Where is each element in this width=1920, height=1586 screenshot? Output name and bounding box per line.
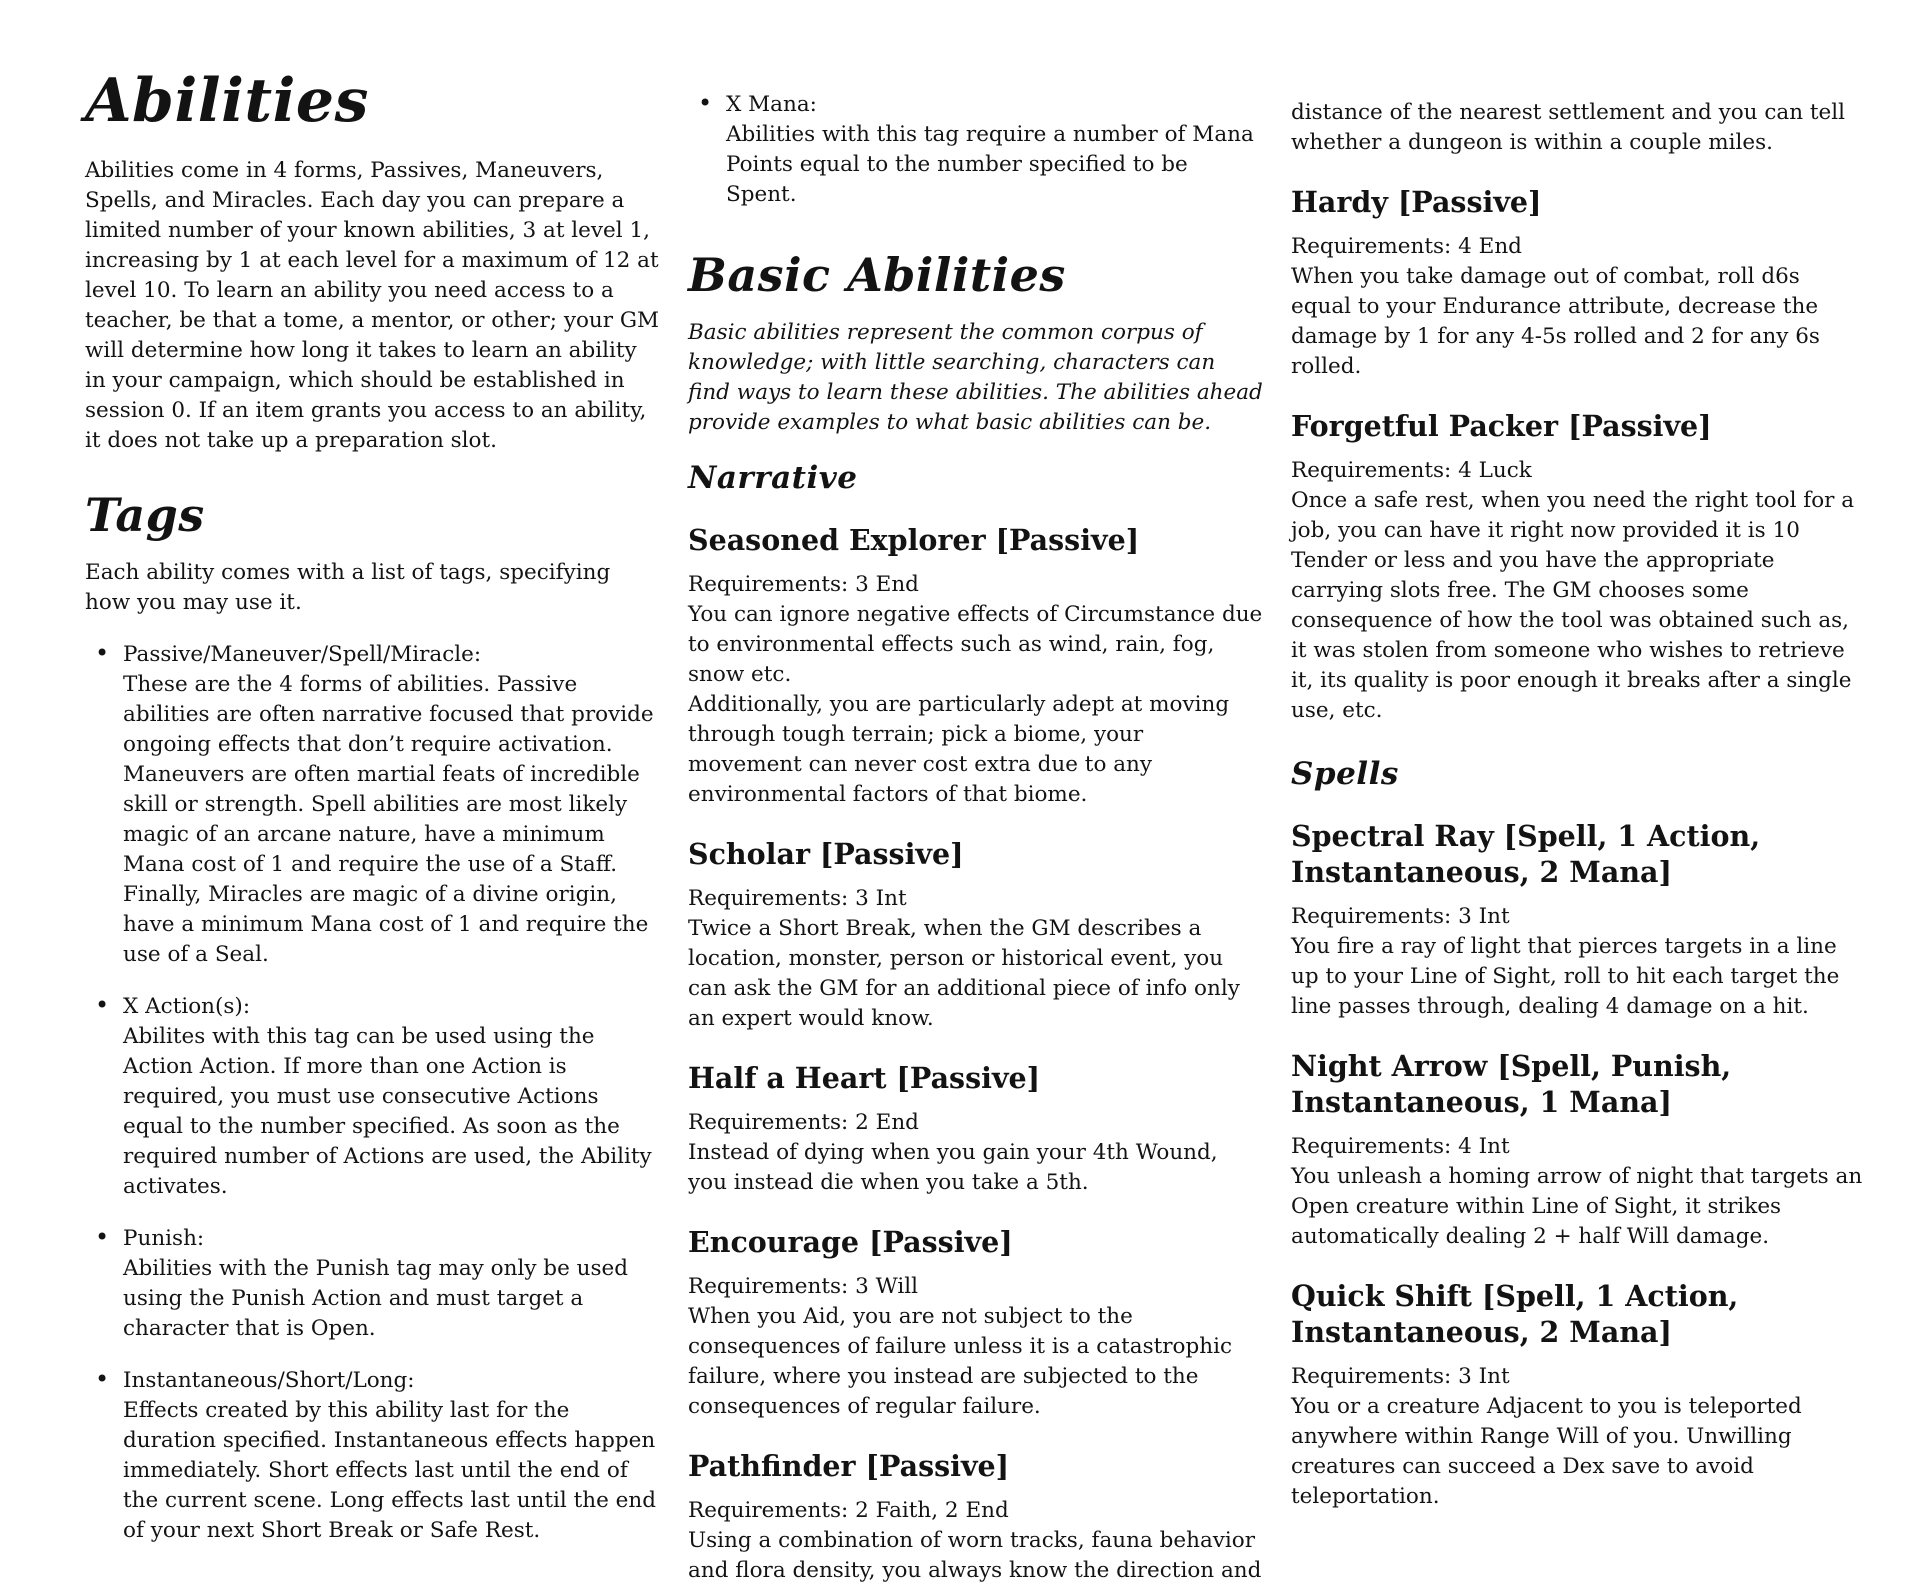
tag-item-x-mana [688, 90, 1263, 210]
basic-abilities-heading: Basic Abilities [688, 248, 1066, 302]
tag-term: Passive/Maneuver/Spell/Miracle: [123, 642, 482, 667]
tag-description: Abilities with the Punish tag may only be used using the Punish Action and must target a character that is Open. [123, 1256, 628, 1341]
ability-requirements: Requirements: 2 Faith, 2 End [688, 1498, 1009, 1523]
ability-name: Half a Heart [Passive] [688, 1061, 1041, 1095]
tag-term: X Action(s): [123, 994, 251, 1019]
spells-group-heading: Spells [1291, 756, 1399, 792]
tags-section-heading: Tags [85, 488, 205, 542]
ability-seasoned-explorer [688, 522, 1263, 810]
ability-name: Forgetful Packer [Passive] [1291, 409, 1712, 443]
ability-name: Encourage [Passive] [688, 1225, 1013, 1259]
ability-requirements: Requirements: 3 End [688, 572, 919, 597]
ability-name: Scholar [Passive] [688, 837, 964, 871]
tag-item-forms [85, 640, 660, 970]
ability-text: Additionally, you are particularly adept at moving through tough terrain; pick a biome, your movement can never cost extra due to any environmental factors of that biome. [688, 692, 1230, 807]
ability-encourage [688, 1224, 1263, 1422]
tag-item-x-actions [85, 992, 660, 1202]
bullet-icon: • [95, 1365, 110, 1393]
ability-text: You unleash a homing arrow of night that targets an Open creature within Line of Sight, it strikes automatically dealing 2 + half Will damage. [1291, 1164, 1863, 1249]
page-title: Abilities [85, 66, 369, 136]
column-left [85, 56, 660, 1586]
ability-name: Hardy [Passive] [1291, 185, 1542, 219]
ability-requirements: Requirements: 3 Int [688, 886, 907, 911]
ability-text: You can ignore negative effects of Circumstance due to environmental effects such as wind, rain, fog, snow etc. [688, 602, 1263, 687]
ability-pathfinder [688, 1448, 1263, 1586]
ability-half-a-heart [688, 1060, 1263, 1198]
ability-night-arrow [1291, 1048, 1866, 1252]
ability-text: Twice a Short Break, when the GM describes a location, monster, person or historical event, you can ask the GM for an additional piece of info only an expert would know. [688, 916, 1240, 1031]
bullet-icon: • [95, 639, 110, 667]
ability-text: Using a combination of worn tracks, fauna behavior and flora density, you always know the direction and [688, 1528, 1262, 1583]
pathfinder-continuation-paragraph: distance of the nearest settlement and you can tell whether a dungeon is within a couple miles. [1291, 100, 1846, 155]
ability-requirements: Requirements: 3 Will [688, 1274, 918, 1299]
column-middle [688, 56, 1263, 1586]
narrative-group-heading: Narrative [688, 460, 858, 496]
ability-text: When you Aid, you are not subject to the consequences of failure unless it is a catastrophic failure, where you instead are subjected to the consequences of regular failure. [688, 1304, 1233, 1419]
ability-name: Spectral Ray [Spell, 1 Action, Instantaneous, 2 Mana] [1291, 819, 1761, 889]
bullet-icon: • [95, 991, 110, 1019]
ability-requirements: Requirements: 3 Int [1291, 1364, 1510, 1389]
tag-description: Effects created by this ability last for the duration specified. Instantaneous effects happen immediately. Short effects last until the end of the current scene. Long effects last until the end of your next Short Break or Safe Rest. [123, 1398, 657, 1543]
ability-requirements: Requirements: 4 Luck [1291, 458, 1532, 483]
tag-item-duration [85, 1366, 660, 1546]
tag-description: These are the 4 forms of abilities. Passive abilities are often narrative focused that provide ongoing effects that don’t require activation. Maneuvers are often martial feats of incredible skill or strength. Spell abilities are most likely magic of an arcane nature, have a minimum Mana cost of 1 and require the use of a Staff. Finally, Miracles are magic of a divine origin, have a minimum Mana cost of 1 and require the use of a Seal. [123, 672, 654, 967]
ability-scholar [688, 836, 1263, 1034]
ability-forgetful-packer [1291, 408, 1866, 726]
tag-description: Abilites with this tag can be used using the Action Action. If more than one Action is required, you must use consecutive Actions equal to the number specified. As soon as the required number of Actions are used, the Ability activates. [123, 1024, 652, 1199]
tag-term: X Mana: [726, 92, 817, 117]
tag-term: Punish: [123, 1226, 205, 1251]
ability-spectral-ray [1291, 818, 1866, 1022]
ability-requirements: Requirements: 4 End [1291, 234, 1522, 259]
ability-name: Quick Shift [Spell, 1 Action, Instantaneous, 2 Mana] [1291, 1279, 1739, 1349]
ability-text: You fire a ray of light that pierces targets in a line up to your Line of Sight, roll to hit each target the line passes through, dealing 4 damage on a hit. [1291, 934, 1840, 1019]
ability-requirements: Requirements: 4 Int [1291, 1134, 1510, 1159]
ability-text: You or a creature Adjacent to you is teleported anywhere within Range Will of you. Unwilling creatures can succeed a Dex save to avoid teleportation. [1291, 1394, 1802, 1509]
bullet-icon: • [698, 89, 713, 117]
tags-intro-paragraph: Each ability comes with a list of tags, specifying how you may use it. [85, 560, 611, 615]
ability-quick-shift [1291, 1278, 1866, 1512]
tag-term: Instantaneous/Short/Long: [123, 1368, 415, 1393]
tag-item-punish [85, 1224, 660, 1344]
ability-requirements: Requirements: 3 Int [1291, 904, 1510, 929]
column-right [1291, 56, 1866, 1586]
ability-text: When you take damage out of combat, roll d6s equal to your Endurance attribute, decrease the damage by 1 for any 4-5s rolled and 2 for any 6s rolled. [1291, 264, 1820, 379]
basic-abilities-intro: Basic abilities represent the common corpus of knowledge; with little searching, characters can find ways to learn these abilities. The abilities ahead provide examples to what basic abilities can be. [688, 320, 1263, 435]
abilities-intro-paragraph: Abilities come in 4 forms, Passives, Maneuvers, Spells, and Miracles. Each day you can prepare a limited number of your known abilities, 3 at level 1, increasing by 1 at each level for a maximum of 12 at level 10. To learn an ability you need access to a teacher, be that a tome, a mentor, or other; your GM will determine how long it takes to learn an ability in your campaign, which should be established in session 0. If an item grants you access to an ability, it does not take up a preparation slot. [85, 158, 660, 453]
ability-requirements: Requirements: 2 End [688, 1110, 919, 1135]
ability-hardy [1291, 184, 1866, 382]
bullet-icon: • [95, 1223, 110, 1251]
ability-name: Pathfinder [Passive] [688, 1449, 1010, 1483]
ability-name: Seasoned Explorer [Passive] [688, 523, 1140, 557]
ability-name: Night Arrow [Spell, Punish, Instantaneous, 1 Mana] [1291, 1049, 1732, 1119]
ability-text: Instead of dying when you gain your 4th Wound, you instead die when you take a 5th. [688, 1140, 1218, 1195]
ability-text: Once a safe rest, when you need the right tool for a job, you can have it right now provided it is 10 Tender or less and you have the appropriate carrying slots free. The GM chooses some consequence of how the tool was obtained such as, it was stolen from someone who wishes to retrieve it, its quality is poor enough it breaks after a single use, etc. [1291, 488, 1855, 723]
tag-description: Abilities with this tag require a number of Mana Points equal to the number specified to be Spent. [726, 122, 1254, 207]
